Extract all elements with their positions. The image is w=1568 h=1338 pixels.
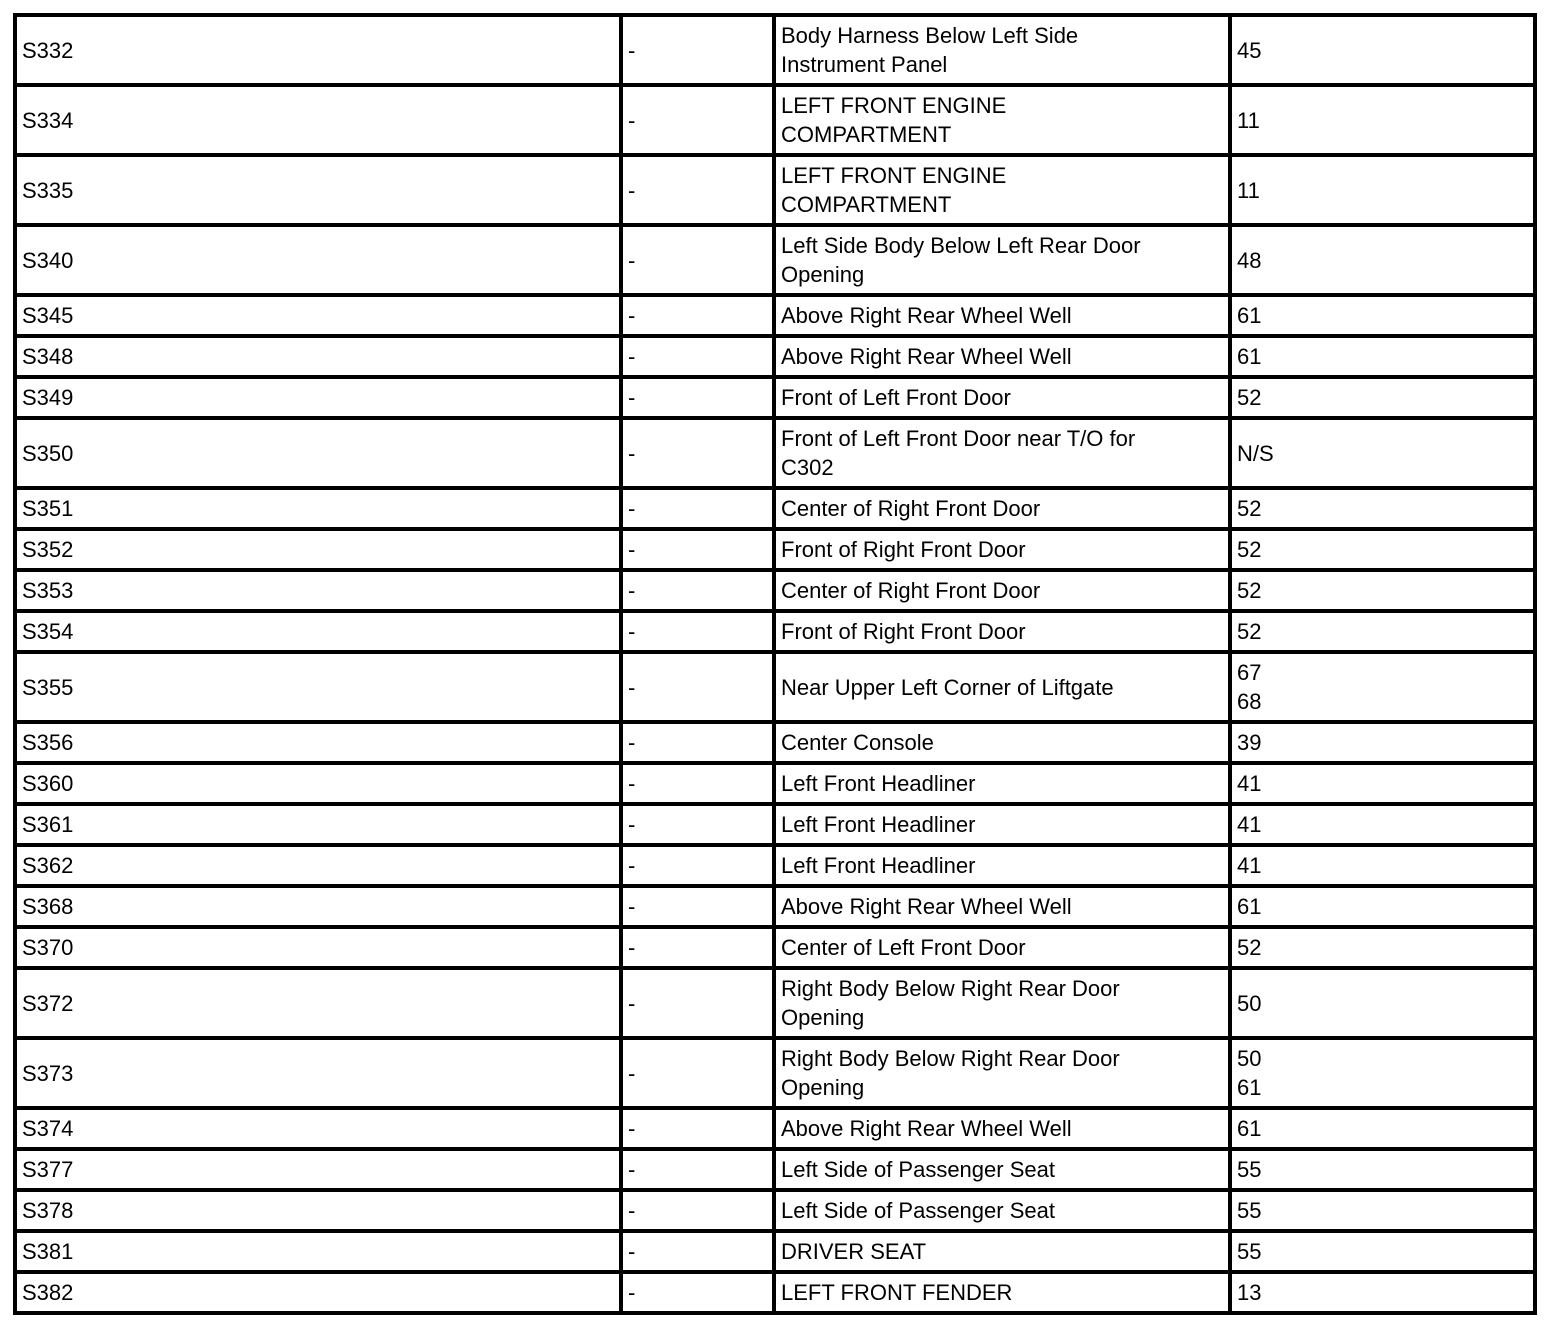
dash-cell: - (621, 295, 774, 336)
splice-id-cell: S353 (15, 570, 621, 611)
dash-cell: - (621, 886, 774, 927)
dash-cell: - (621, 927, 774, 968)
reference-cell: 61 (1230, 295, 1535, 336)
dash-cell: - (621, 804, 774, 845)
splice-id-cell: S360 (15, 763, 621, 804)
location-cell: Right Body Below Right Rear Door Opening (774, 1038, 1230, 1108)
table-body (15, 15, 1535, 1313)
reference-cell: 50 61 (1230, 1038, 1535, 1108)
splice-id-cell: S351 (15, 488, 621, 529)
reference-cell: 67 68 (1230, 652, 1535, 722)
table-row (15, 927, 1535, 968)
splice-location-table (13, 13, 1537, 1315)
location-cell: LEFT FRONT FENDER (774, 1272, 1230, 1313)
table-row (15, 1149, 1535, 1190)
location-cell: LEFT FRONT ENGINE COMPARTMENT (774, 155, 1230, 225)
splice-id-cell: S340 (15, 225, 621, 295)
reference-cell: 41 (1230, 804, 1535, 845)
location-cell: Left Front Headliner (774, 763, 1230, 804)
dash-cell: - (621, 418, 774, 488)
dash-cell: - (621, 722, 774, 763)
splice-id-cell: S332 (15, 15, 621, 85)
location-cell: Front of Left Front Door (774, 377, 1230, 418)
table-row (15, 570, 1535, 611)
reference-cell: 52 (1230, 570, 1535, 611)
splice-id-cell: S382 (15, 1272, 621, 1313)
reference-cell: 45 (1230, 15, 1535, 85)
location-cell: Above Right Rear Wheel Well (774, 886, 1230, 927)
table-row (15, 886, 1535, 927)
table-row (15, 295, 1535, 336)
table-row (15, 804, 1535, 845)
location-cell: Center of Left Front Door (774, 927, 1230, 968)
splice-id-cell: S345 (15, 295, 621, 336)
dash-cell: - (621, 611, 774, 652)
splice-id-cell: S372 (15, 968, 621, 1038)
splice-id-cell: S373 (15, 1038, 621, 1108)
location-cell: Right Body Below Right Rear Door Opening (774, 968, 1230, 1038)
reference-cell: 48 (1230, 225, 1535, 295)
dash-cell: - (621, 1108, 774, 1149)
reference-cell: 52 (1230, 927, 1535, 968)
reference-cell: 55 (1230, 1231, 1535, 1272)
location-cell: Center Console (774, 722, 1230, 763)
location-cell: Near Upper Left Corner of Liftgate (774, 652, 1230, 722)
splice-id-cell: S349 (15, 377, 621, 418)
table-row (15, 225, 1535, 295)
dash-cell: - (621, 652, 774, 722)
table-row (15, 155, 1535, 225)
splice-id-cell: S352 (15, 529, 621, 570)
dash-cell: - (621, 336, 774, 377)
dash-cell: - (621, 1149, 774, 1190)
dash-cell: - (621, 225, 774, 295)
dash-cell: - (621, 968, 774, 1038)
reference-cell: 61 (1230, 336, 1535, 377)
splice-id-cell: S350 (15, 418, 621, 488)
dash-cell: - (621, 85, 774, 155)
splice-id-cell: S370 (15, 927, 621, 968)
location-cell: DRIVER SEAT (774, 1231, 1230, 1272)
reference-cell: 11 (1230, 155, 1535, 225)
table-row (15, 722, 1535, 763)
splice-id-cell: S374 (15, 1108, 621, 1149)
table-row (15, 418, 1535, 488)
dash-cell: - (621, 570, 774, 611)
dash-cell: - (621, 1190, 774, 1231)
location-cell: Left Side Body Below Left Rear Door Opening (774, 225, 1230, 295)
table-row (15, 611, 1535, 652)
table-row (15, 1038, 1535, 1108)
reference-cell: 61 (1230, 886, 1535, 927)
dash-cell: - (621, 1231, 774, 1272)
reference-cell: 13 (1230, 1272, 1535, 1313)
dash-cell: - (621, 488, 774, 529)
splice-id-cell: S334 (15, 85, 621, 155)
location-cell: Left Front Headliner (774, 845, 1230, 886)
dash-cell: - (621, 155, 774, 225)
reference-cell: 41 (1230, 845, 1535, 886)
location-cell: Center of Right Front Door (774, 488, 1230, 529)
reference-cell: 41 (1230, 763, 1535, 804)
location-cell: Above Right Rear Wheel Well (774, 336, 1230, 377)
table-row (15, 336, 1535, 377)
dash-cell: - (621, 529, 774, 570)
reference-cell: 11 (1230, 85, 1535, 155)
location-cell: LEFT FRONT ENGINE COMPARTMENT (774, 85, 1230, 155)
table-row (15, 85, 1535, 155)
location-cell: Left Side of Passenger Seat (774, 1190, 1230, 1231)
dash-cell: - (621, 15, 774, 85)
table-row (15, 968, 1535, 1038)
location-cell: Front of Right Front Door (774, 529, 1230, 570)
splice-id-cell: S354 (15, 611, 621, 652)
table-row (15, 15, 1535, 85)
table-row (15, 1108, 1535, 1149)
reference-cell: 52 (1230, 611, 1535, 652)
location-cell: Above Right Rear Wheel Well (774, 1108, 1230, 1149)
splice-id-cell: S381 (15, 1231, 621, 1272)
table-row (15, 763, 1535, 804)
reference-cell: 52 (1230, 488, 1535, 529)
location-cell: Left Front Headliner (774, 804, 1230, 845)
reference-cell: 55 (1230, 1149, 1535, 1190)
splice-id-cell: S368 (15, 886, 621, 927)
table-row (15, 529, 1535, 570)
dash-cell: - (621, 1038, 774, 1108)
splice-id-cell: S362 (15, 845, 621, 886)
reference-cell: 52 (1230, 377, 1535, 418)
table-row (15, 1231, 1535, 1272)
table-row (15, 1190, 1535, 1231)
splice-id-cell: S377 (15, 1149, 621, 1190)
location-cell: Front of Right Front Door (774, 611, 1230, 652)
reference-cell: 61 (1230, 1108, 1535, 1149)
dash-cell: - (621, 1272, 774, 1313)
splice-id-cell: S355 (15, 652, 621, 722)
reference-cell: 39 (1230, 722, 1535, 763)
splice-id-cell: S348 (15, 336, 621, 377)
location-cell: Body Harness Below Left Side Instrument Panel (774, 15, 1230, 85)
table-row (15, 488, 1535, 529)
splice-id-cell: S356 (15, 722, 621, 763)
location-cell: Above Right Rear Wheel Well (774, 295, 1230, 336)
reference-cell: 50 (1230, 968, 1535, 1038)
table-row (15, 845, 1535, 886)
location-cell: Center of Right Front Door (774, 570, 1230, 611)
splice-id-cell: S378 (15, 1190, 621, 1231)
dash-cell: - (621, 763, 774, 804)
location-cell: Left Side of Passenger Seat (774, 1149, 1230, 1190)
location-cell: Front of Left Front Door near T/O for C302 (774, 418, 1230, 488)
dash-cell: - (621, 377, 774, 418)
reference-cell: 52 (1230, 529, 1535, 570)
splice-id-cell: S361 (15, 804, 621, 845)
reference-cell: N/S (1230, 418, 1535, 488)
reference-cell: 55 (1230, 1190, 1535, 1231)
dash-cell: - (621, 845, 774, 886)
table-row (15, 377, 1535, 418)
table-row (15, 1272, 1535, 1313)
splice-id-cell: S335 (15, 155, 621, 225)
table-row (15, 652, 1535, 722)
